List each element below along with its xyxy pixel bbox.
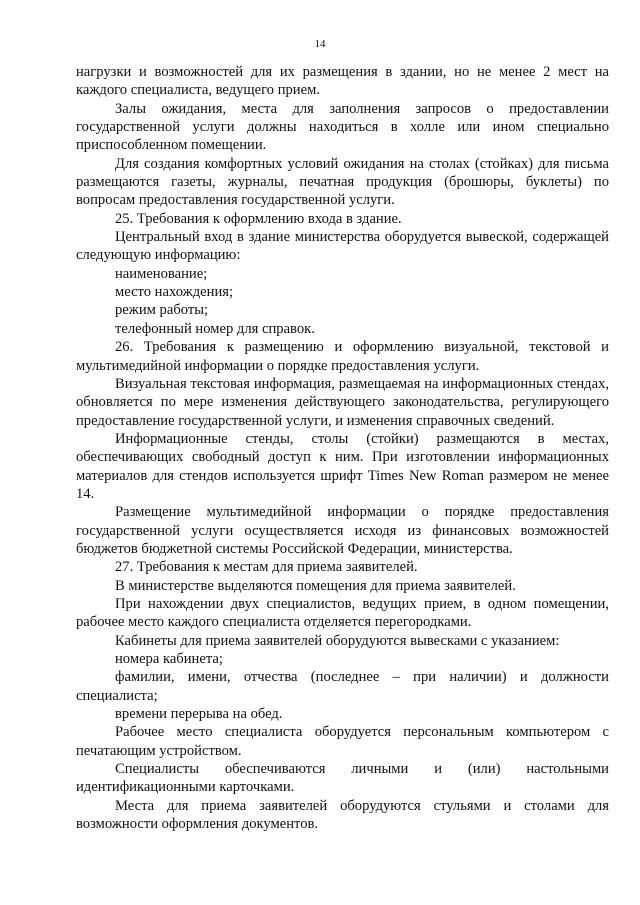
section-heading-25: 25. Требования к оформлению входа в здание.	[115, 210, 402, 227]
paragraph-info-stands: Информационные стенды, столы (стойки) размещаются в местах, обеспечивающих свободный доступ к ним. При изготовлении информационных материалов для стендов используется шрифт Times New Roman размером не менее 14.	[76, 430, 609, 502]
paragraph-multimedia: Размещение мультимедийной информации о порядке предоставления государственной услуги осуществляется исходя из финансовых возможностей бюджетов бюджетной системы Российской Федерации, министерства.	[76, 504, 609, 557]
paragraph-workplace: Рабочее место специалиста оборудуется персональным компьютером с печатающим устройством.	[76, 724, 609, 759]
list-item-lunch-break: времени перерыва на обед.	[115, 706, 283, 723]
list-item-specialist-name: фамилии, имени, отчества (последнее – при наличии) и должности специалиста;	[76, 669, 609, 704]
paragraph-visual-info: Визуальная текстовая информация, размещаемая на информационных стендах, обновляется по мере изменения действующего законодательства, регулирующего предоставление государственной услуги, и изменения справочных сведений.	[76, 375, 609, 429]
paragraph-comfort-conditions: Для создания комфортных условий ожидания на столах (стойках) для письма размещаются газеты, журналы, печатная продукция (брошюры, буклеты) по вопросам предоставления государственной услуги.	[76, 155, 609, 209]
paragraph-furniture: Места для приема заявителей оборудуются стульями и столами для возможности оформления документов.	[76, 797, 609, 833]
paragraph-continuation: нагрузки и возможностей для их размещения в здании, но не менее 2 мест на каждого специалиста, ведущего прием.	[76, 64, 609, 99]
paragraph-cabinet-signs: Кабинеты для приема заявителей оборудуются вывесками с указанием:	[115, 632, 560, 649]
document-body	[76, 63, 609, 833]
paragraph-id-cards: Специалисты обеспечиваются личными и (или) настольными идентификационными карточками.	[76, 761, 609, 796]
list-item-name: наименование;	[115, 265, 208, 282]
page-number: 14	[314, 38, 326, 50]
list-item-work-hours: режим работы;	[115, 302, 209, 319]
list-item-location: место нахождения;	[115, 284, 234, 301]
section-heading-26: 26. Требования к размещению и оформлению визуальной, текстовой и мультимедийной информации о порядке предоставления услуги.	[76, 339, 609, 374]
section-heading-27: 27. Требования к местам для приема заявителей.	[115, 559, 418, 576]
paragraph-partitions: При нахождении двух специалистов, ведущих прием, в одном помещении, рабочее место каждого специалиста отделяется перегородками.	[76, 595, 609, 631]
paragraph-waiting-halls: Залы ожидания, места для заполнения запросов о предоставлении государственной услуги должны находиться в холле или ином специально приспособленном помещении.	[76, 100, 609, 154]
paragraph-central-entrance: Центральный вход в здание министерства оборудуется вывеской, содержащей следующую информацию:	[76, 229, 609, 264]
list-item-phone: телефонный номер для справок.	[115, 320, 315, 337]
paragraph-premises: В министерстве выделяются помещения для приема заявителей.	[115, 577, 516, 594]
list-item-cabinet-number: номера кабинета;	[115, 651, 223, 667]
